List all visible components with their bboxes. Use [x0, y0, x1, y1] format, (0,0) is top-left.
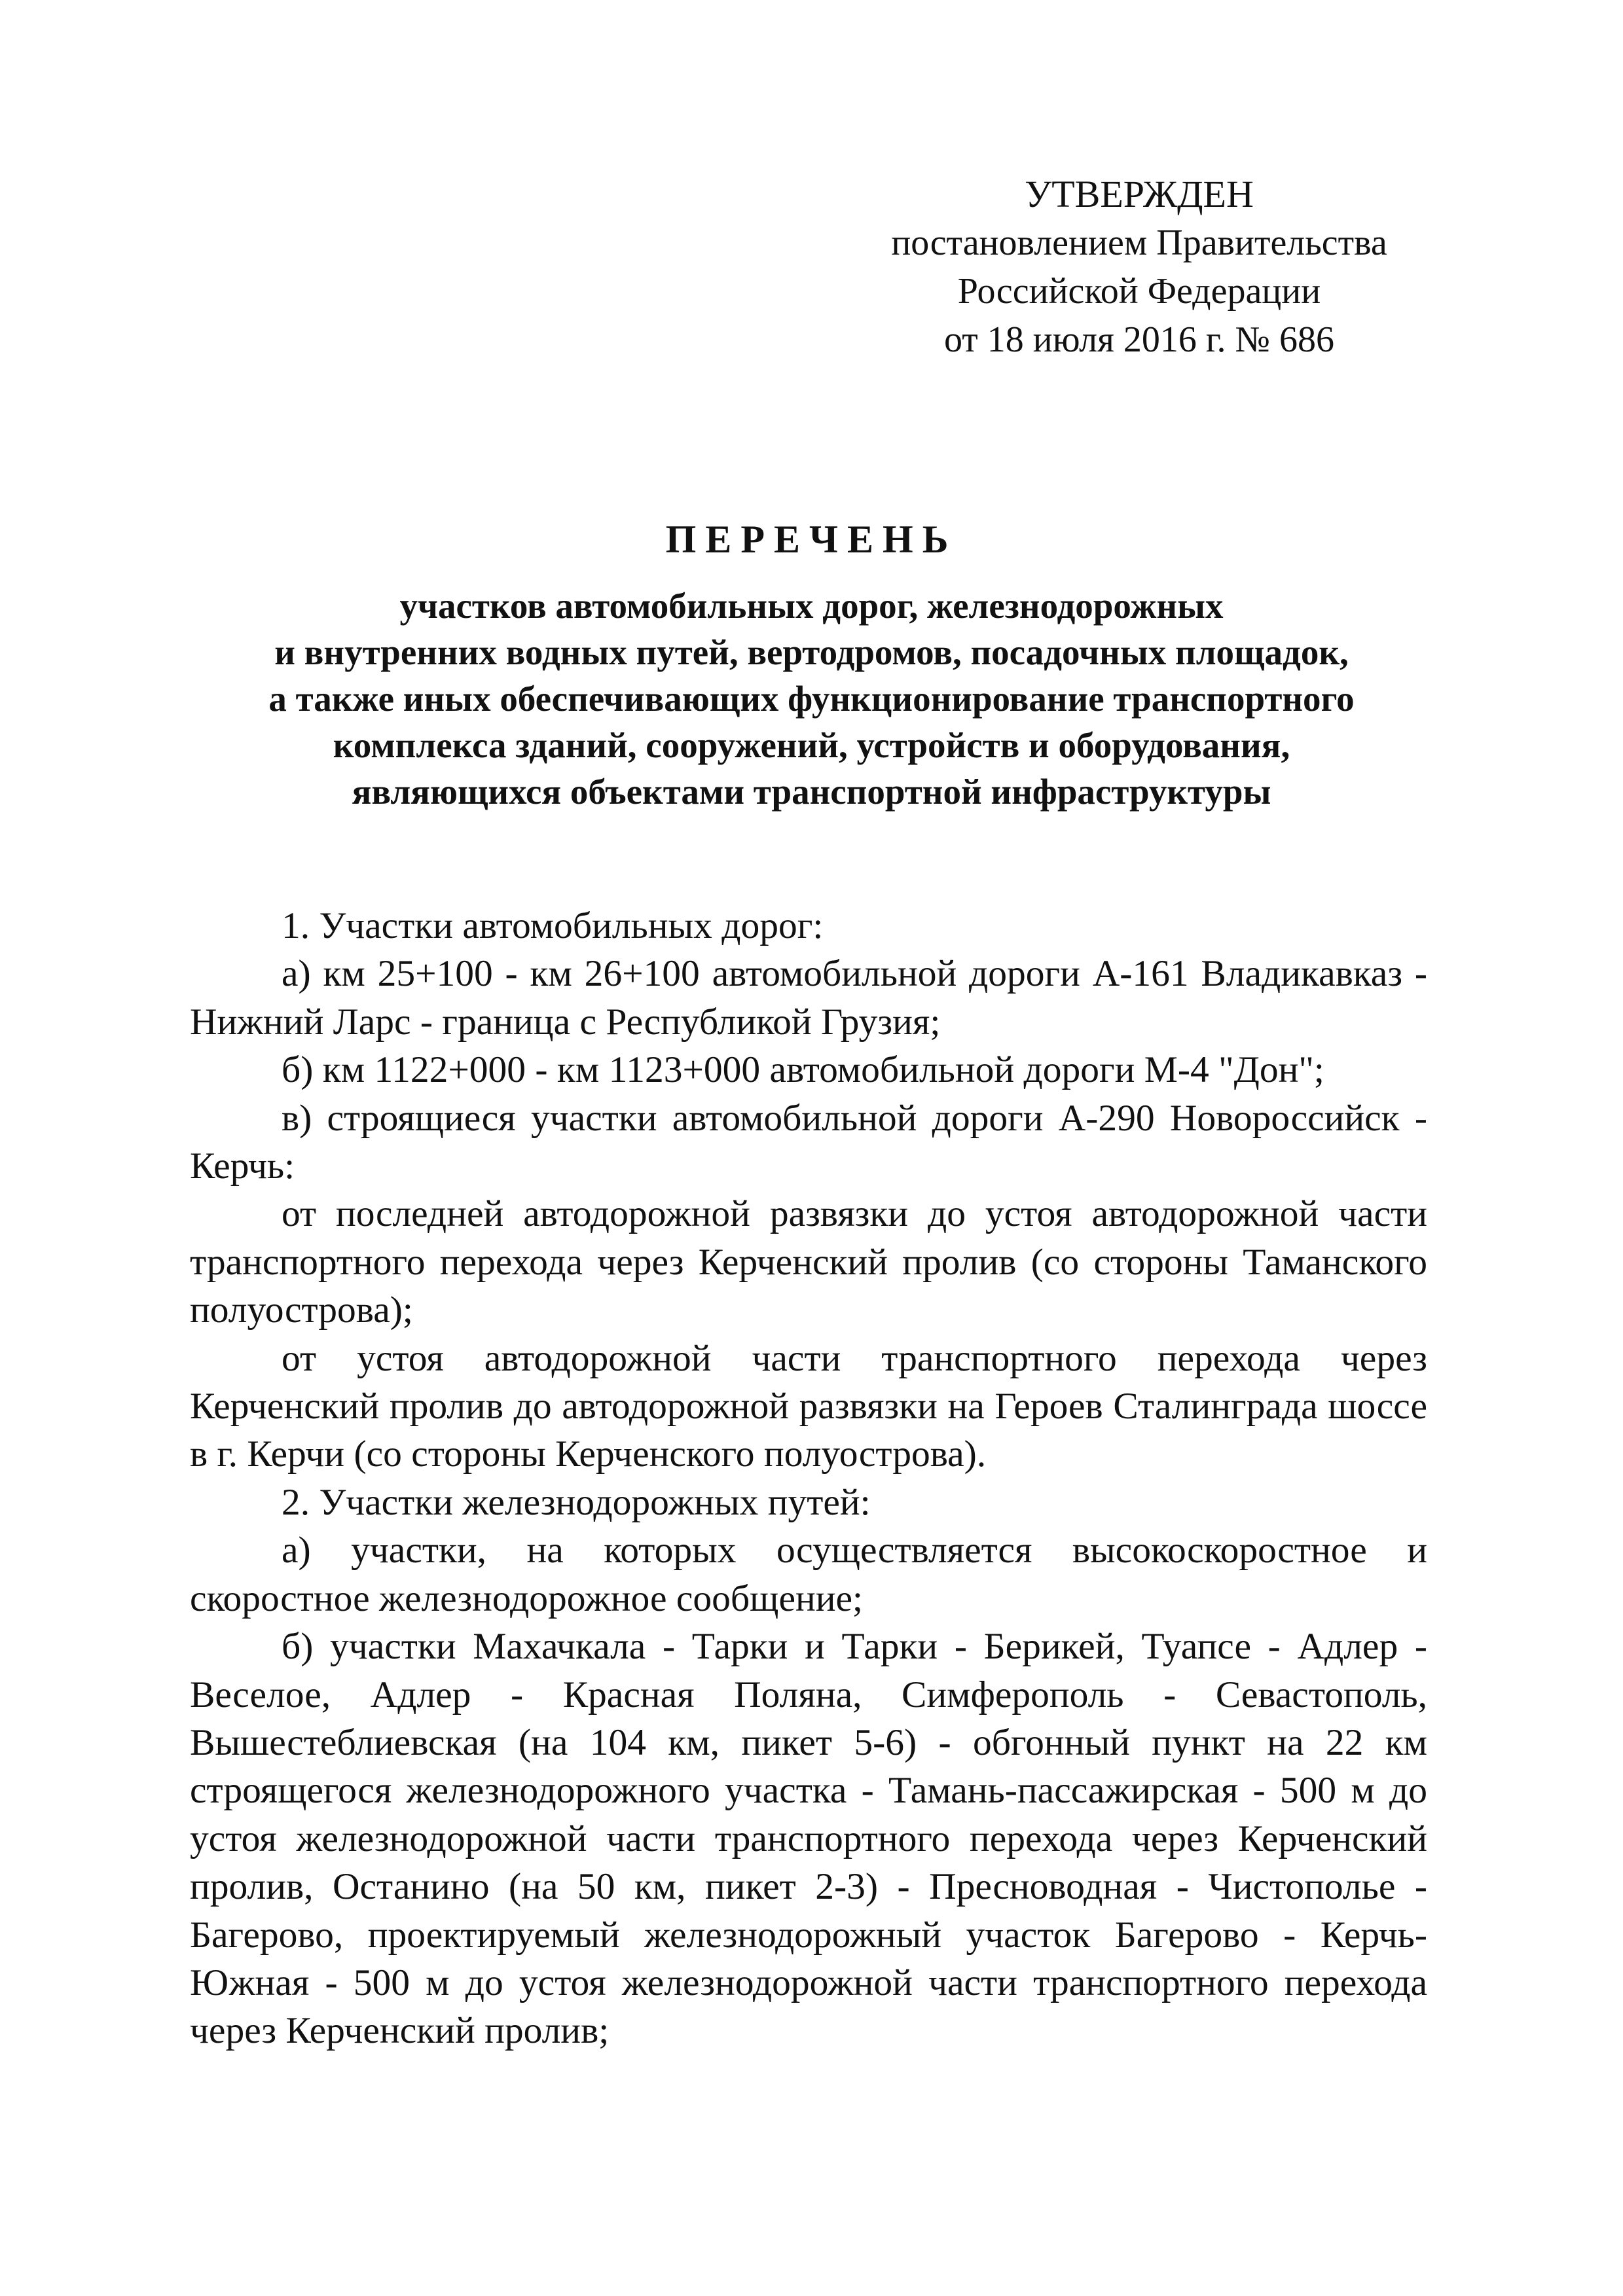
list-item-road-a290: в) строящиеся участки автомобильной дороги А-290 Новороссийск - Керчь: [190, 1097, 1427, 1187]
subtitle-line: комплекса зданий, сооружений, устройств и оборудования, [333, 725, 1290, 765]
approval-line-date-number: от 18 июля 2016 г. № 686 [944, 319, 1334, 360]
document-title: ПЕРЕЧЕНЬ [665, 518, 958, 561]
list-item-road-m4: б) км 1122+000 - км 1123+000 автомобильной дороги М-4 "Дон"; [282, 1049, 1324, 1091]
approval-block [838, 170, 1440, 364]
document-subtitle [144, 583, 1479, 815]
list-item-rail-highspeed: а) участки, на которых осуществляется высокоскоростное и скоростное железнодорожное сообщение; [190, 1530, 1427, 1619]
list-item-road-a161: а) км 25+100 - км 26+100 автомобильной дороги А-161 Владикавказ - Нижний Ларс - граница с Республикой Грузия; [190, 953, 1427, 1043]
subtitle-line: участков автомобильных дорог, железнодорожных [399, 586, 1224, 626]
list-item-rail-sections: б) участки Махачкала - Тарки и Тарки - Берикей, Туапсе - Адлер - Веселое, Адлер - Красная Поляна, Симферополь - Севастополь, Вышестеблиевская (на 104 км, пикет 5-6) - обгонный пункт на 22 км строящегося железнодорожного участка - Тамань-пассажирская - 500 м до устоя железнодорожной части транспортного перехода через Керченский пролив, Останино (на 50 км, пикет 2-3) - Пресноводная - Чистополье - Багерово, проектируемый железнодорожный участок Багерово - Керчь-Южная - 500 м до устоя железнодорожной части транспортного перехода через Керченский пролив; [190, 1626, 1427, 2052]
section-heading-roads: 1. Участки автомобильных дорог: [282, 905, 824, 946]
subtitle-line: а также иных обеспечивающих функционирование транспортного [268, 679, 1355, 719]
document-body [190, 902, 1427, 2055]
list-subitem-kerch-side: от устоя автодорожной части транспортного перехода через Керченский пролив до автодорожной развязки на Героев Сталинграда шоссе в г. Керчи (со стороны Керченского полуострова). [190, 1337, 1427, 1475]
list-subitem-taman-side: от последней автодорожной развязки до устоя автодорожной части транспортного перехода через Керченский пролив (со стороны Таманского полуострова); [190, 1193, 1427, 1331]
approval-line-federation: Российской Федерации [957, 271, 1321, 312]
section-heading-railways: 2. Участки железнодорожных путей: [282, 1481, 871, 1523]
approval-line-decree: постановлением Правительства [891, 223, 1387, 263]
subtitle-line: являющихся объектами транспортной инфраструктуры [352, 772, 1271, 812]
subtitle-line: и внутренних водных путей, вертодромов, посадочных площадок, [274, 632, 1349, 672]
approval-heading: УТВЕРЖДЕН [1025, 173, 1254, 215]
